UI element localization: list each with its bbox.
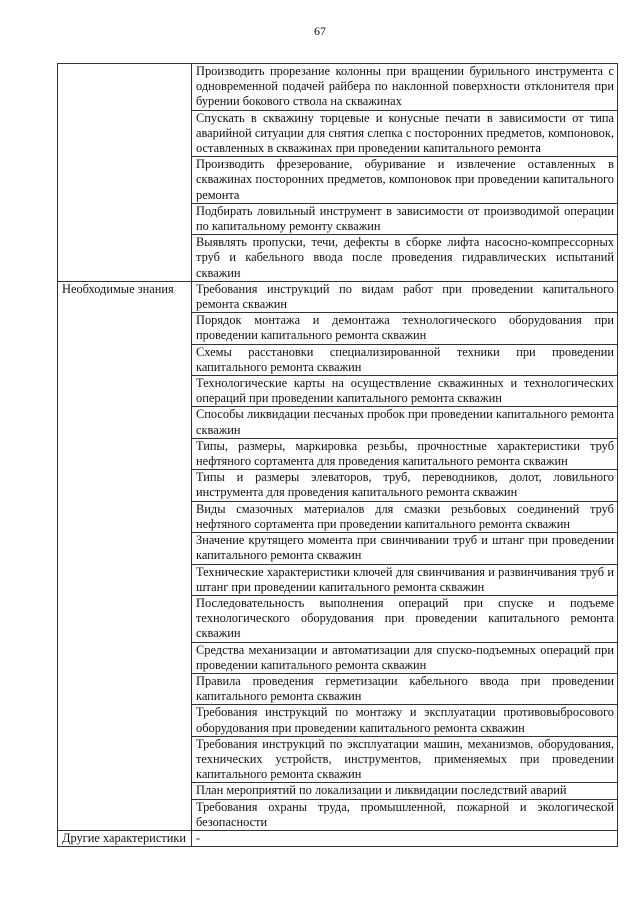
table-row [58, 64, 618, 111]
row-item-text: Производить прорезание колонны при вращении бурильного инструмента с одновременной подачей райбера по наклонной поверхности отклонителя при бурении бокового ствола на скважинах [196, 64, 614, 109]
row-item-text: Производить фрезерование, обуривание и извлечение оставленных в скважинах посторонних предметов, компоновок при проведении капитального ремонта [196, 157, 614, 202]
row-item-cell [192, 705, 618, 736]
row-item-cell [192, 783, 618, 799]
row-item-text: Правила проведения герметизации кабельного ввода при проведении капитального ремонта скважин [196, 673, 614, 704]
row-item-text: Требования инструкций по видам работ при проведении капитального ремонта скважин [196, 281, 614, 312]
row-item-text: Типы, размеры, маркировка резьбы, прочностные характеристики труб нефтяного сортамента для проведения капитального ремонта скважин [196, 438, 614, 469]
row-item-cell [192, 830, 618, 846]
row-item-cell [192, 564, 618, 595]
row-item-text: Технологические карты на осуществление скважинных и технологических операций при проведении капитального ремонта скважин [196, 376, 614, 406]
row-item-text: Спускать в скважину торцевые и конусные печати в зависимости от типа аварийной ситуации для снятия слепка с посторонних предметов, компоновок, оставленных в скважинах при проведении капитального ремонта [196, 110, 614, 156]
row-item-cell [192, 501, 618, 532]
row-item-cell [192, 799, 618, 830]
row-item-text: Типы и размеры элеваторов, труб, переводников, долот, ловильного инструмента для проведения капитального ремонта скважин [196, 470, 614, 500]
row-item-cell [192, 344, 618, 375]
row-item-text: Требования инструкций по эксплуатации машин, механизмов, оборудования, технических устройств, инструментов, применяемых при проведении капитального ремонта скважин [196, 736, 614, 782]
row-label-cell [58, 830, 192, 846]
table-row [58, 281, 618, 312]
row-item-cell [192, 313, 618, 344]
row-item-cell [192, 470, 618, 501]
row-item-cell [192, 736, 618, 783]
row-item-cell [192, 64, 618, 111]
row-item-text: Требования охраны труда, промышленной, пожарной и экологической безопасности [196, 799, 614, 829]
row-item-cell [192, 595, 618, 642]
row-item-text: Порядок монтажа и демонтажа технологического оборудования при проведении капитального ремонта скважин [196, 313, 614, 343]
row-item-cell [192, 533, 618, 564]
row-label-cell [58, 64, 192, 282]
row-item-text: Подбирать ловильный инструмент в зависимости от производимой операции по капитальному ремонту скважин [196, 203, 614, 234]
table-row [58, 830, 618, 846]
row-label: Необходимые знания [62, 281, 174, 296]
row-item-cell [192, 157, 618, 204]
row-item-text: Технические характеристики ключей для свинчивания и развинчивания труб и штанг при проведении капитального ремонта скважин [196, 564, 614, 594]
row-item-cell [192, 235, 618, 282]
row-item-text: Требования инструкций по монтажу и эксплуатации противовыбросового оборудования при проведении капитального ремонта скважин [196, 705, 614, 735]
row-item-text: Значение крутящего момента при свинчивании труб и штанг при проведении капитального ремонта скважин [196, 533, 614, 563]
row-item-cell [192, 110, 618, 157]
row-item-cell [192, 203, 618, 234]
row-item-text: Виды смазочных материалов для смазки резьбовых соединений труб нефтяного сортамента при проведении капитального ремонта скважин [196, 501, 614, 531]
competency-table-body [58, 64, 618, 847]
row-item-text: - [196, 830, 201, 845]
row-item-text: Выявлять пропуски, течи, дефекты в сборке лифта насосно-компрессорных труб и кабельного ввода после проведения гидравлических испытаний скважин [196, 235, 614, 280]
row-item-cell [192, 376, 618, 407]
row-item-text: План мероприятий по локализации и ликвидации последствий аварий [196, 783, 567, 798]
row-item-cell [192, 438, 618, 469]
row-item-cell [192, 673, 618, 704]
row-item-text: Последовательность выполнения операций при спуске и подъеме технологического оборудования при проведении капитального ремонта скважин [196, 595, 614, 641]
page-number: 67 [314, 24, 326, 38]
row-item-text: Средства механизации и автоматизации для спуско-подъемных операций при проведении капитального ремонта скважин [196, 642, 614, 672]
row-item-text: Схемы расстановки специализированной техники при проведении капитального ремонта скважин [196, 344, 614, 374]
row-item-cell [192, 281, 618, 312]
row-item-text: Способы ликвидации песчаных пробок при проведении капитального ремонта скважин [196, 407, 614, 437]
competency-table [57, 63, 618, 847]
row-label: Другие характеристики [62, 830, 187, 845]
row-label-cell [58, 281, 192, 830]
row-item-cell [192, 407, 618, 438]
row-item-cell [192, 642, 618, 673]
